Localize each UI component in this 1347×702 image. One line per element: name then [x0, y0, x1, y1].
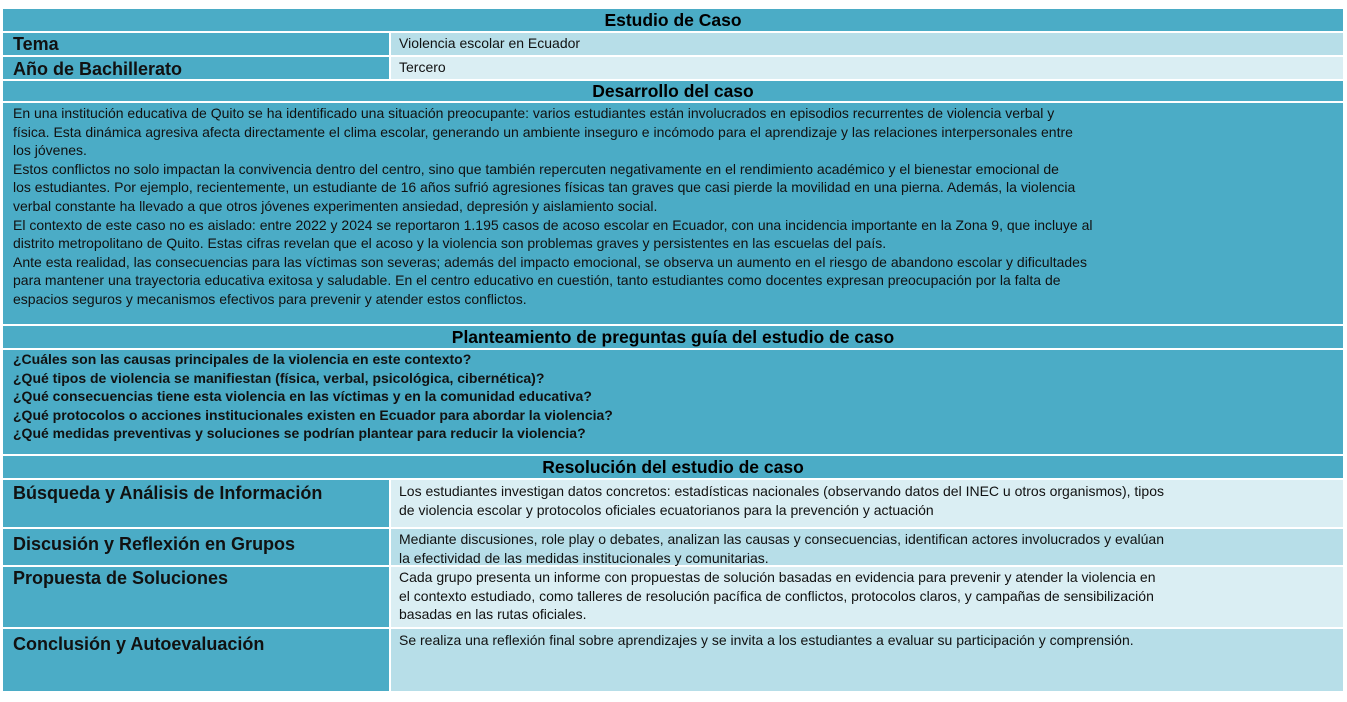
resolucion-line: Mediante discusiones, role play o debates, analizan las causas y consecuencias, identifican actores involucrados y evalúan	[399, 531, 1165, 547]
resolucion-line: basadas en las rutas oficiales.	[399, 606, 587, 622]
resolucion-value	[391, 567, 1343, 627]
desarrollo-line: Ante esta realidad, las consecuencias para las víctimas son severas; además del impacto emocional, se observa un aumento en el riesgo de abandono escolar y dificultades	[13, 253, 1087, 270]
resolucion-line: Los estudiantes investigan datos concretos: estadísticas nacionales (observando datos del INEC u otros organismos), tipos	[399, 483, 1164, 499]
resolucion-value	[391, 529, 1343, 565]
desarrollo-line: física. Esta dinámica agresiva afecta directamente el clima escolar, generando un ambiente inseguro e incómodo para el aprendizaje y las relaciones interpersonales entre	[13, 123, 1073, 140]
info-label: Tema	[3, 33, 391, 55]
resolucion-line: la efectividad de las medidas institucionales y comunitarias.	[399, 549, 769, 566]
list-item: ¿Qué medidas preventivas y soluciones se podrían plantear para reducir la violencia?	[3, 424, 1343, 443]
info-label: Año de Bachillerato	[3, 57, 391, 79]
list-item: ¿Qué protocolos o acciones institucionales existen en Ecuador para abordar la violencia?	[3, 406, 1343, 425]
resolucion-line: Cada grupo presenta un informe con propuestas de solución basadas en evidencia para prevenir y atender la violencia en	[399, 569, 1156, 585]
resolucion-line: Se realiza una reflexión final sobre aprendizajes y se invita a los estudiantes a evaluar su participación y comprensión.	[399, 632, 1134, 648]
resolucion-line: el contexto estudiado, como talleres de resolución pacífica de conflictos, protocolos claros, y campañas de sensibilización	[399, 587, 1154, 604]
desarrollo-line: verbal constante ha llevado a que otros jóvenes experimenten ansiedad, depresión y aislamiento social.	[13, 197, 658, 214]
list-item: ¿Cuáles son las causas principales de la violencia en este contexto?	[3, 350, 1343, 369]
resolucion-value	[391, 480, 1343, 527]
resolucion-line: de violencia escolar y protocolos oficiales ecuatorianos para la prevención y actuación	[399, 501, 934, 518]
list-item: ¿Qué tipos de violencia se manifiestan (física, verbal, psicológica, cibernética)?	[3, 369, 1343, 388]
desarrollo-line: distrito metropolitano de Quito. Estas cifras revelan que el acoso y la violencia son problemas graves y persistentes en las escuelas del país.	[13, 235, 887, 252]
desarrollo-line: espacios seguros y mecanismos efectivos para prevenir y atender estos conflictos.	[13, 290, 527, 307]
info-row-tema	[3, 33, 1343, 57]
section-title-resolucion: Resolución del estudio de caso	[3, 456, 1343, 480]
info-row-ano	[3, 57, 1343, 81]
table-row	[3, 480, 1343, 529]
desarrollo-line: para mantener una trayectoria educativa exitosa y saludable. En el centro educativo en cuestión, tanto estudiantes como docentes expresan preocupación por la falta de	[13, 272, 1061, 289]
resolucion-value	[391, 629, 1343, 691]
table-row	[3, 567, 1343, 629]
resolucion-label: Discusión y Reflexión en Grupos	[3, 529, 391, 565]
table-title: Estudio de Caso	[3, 9, 1343, 33]
section-title-preguntas: Planteamiento de preguntas guía del estudio de caso	[3, 326, 1343, 350]
desarrollo-line: los estudiantes. Por ejemplo, recientemente, un estudiante de 16 años sufrió agresiones físicas tan graves que casi pierde la movilidad en una pierna. Además, la violencia	[13, 179, 1076, 196]
info-value: Violencia escolar en Ecuador	[391, 33, 1343, 55]
info-value: Tercero	[391, 57, 1343, 79]
table-row	[3, 529, 1343, 567]
desarrollo-line: los jóvenes.	[13, 142, 87, 159]
table-row	[3, 629, 1343, 691]
section-title-desarrollo: Desarrollo del caso	[3, 81, 1343, 103]
desarrollo-body	[3, 103, 1343, 326]
list-item: ¿Qué consecuencias tiene esta violencia en las víctimas y en la comunidad educativa?	[3, 387, 1343, 406]
desarrollo-line: En una institución educativa de Quito se ha identificado una situación preocupante: varios estudiantes están involucrados en episodios recurrentes de violencia verbal y	[13, 105, 1055, 121]
preguntas-list	[3, 350, 1343, 456]
resolucion-label: Propuesta de Soluciones	[3, 567, 391, 627]
resolucion-label: Búsqueda y Análisis de Información	[3, 480, 391, 527]
desarrollo-line: Estos conflictos no solo impactan la convivencia dentro del centro, sino que también repercuten negativamente en el rendimiento académico y el bienestar emocional de	[13, 160, 1059, 177]
case-study-table	[3, 9, 1343, 691]
desarrollo-line: El contexto de este caso no es aislado: entre 2022 y 2024 se reportaron 1.195 casos de acoso escolar en Ecuador, con una incidencia importante en la Zona 9, que incluye al	[13, 216, 1093, 233]
resolucion-label: Conclusión y Autoevaluación	[3, 629, 391, 691]
